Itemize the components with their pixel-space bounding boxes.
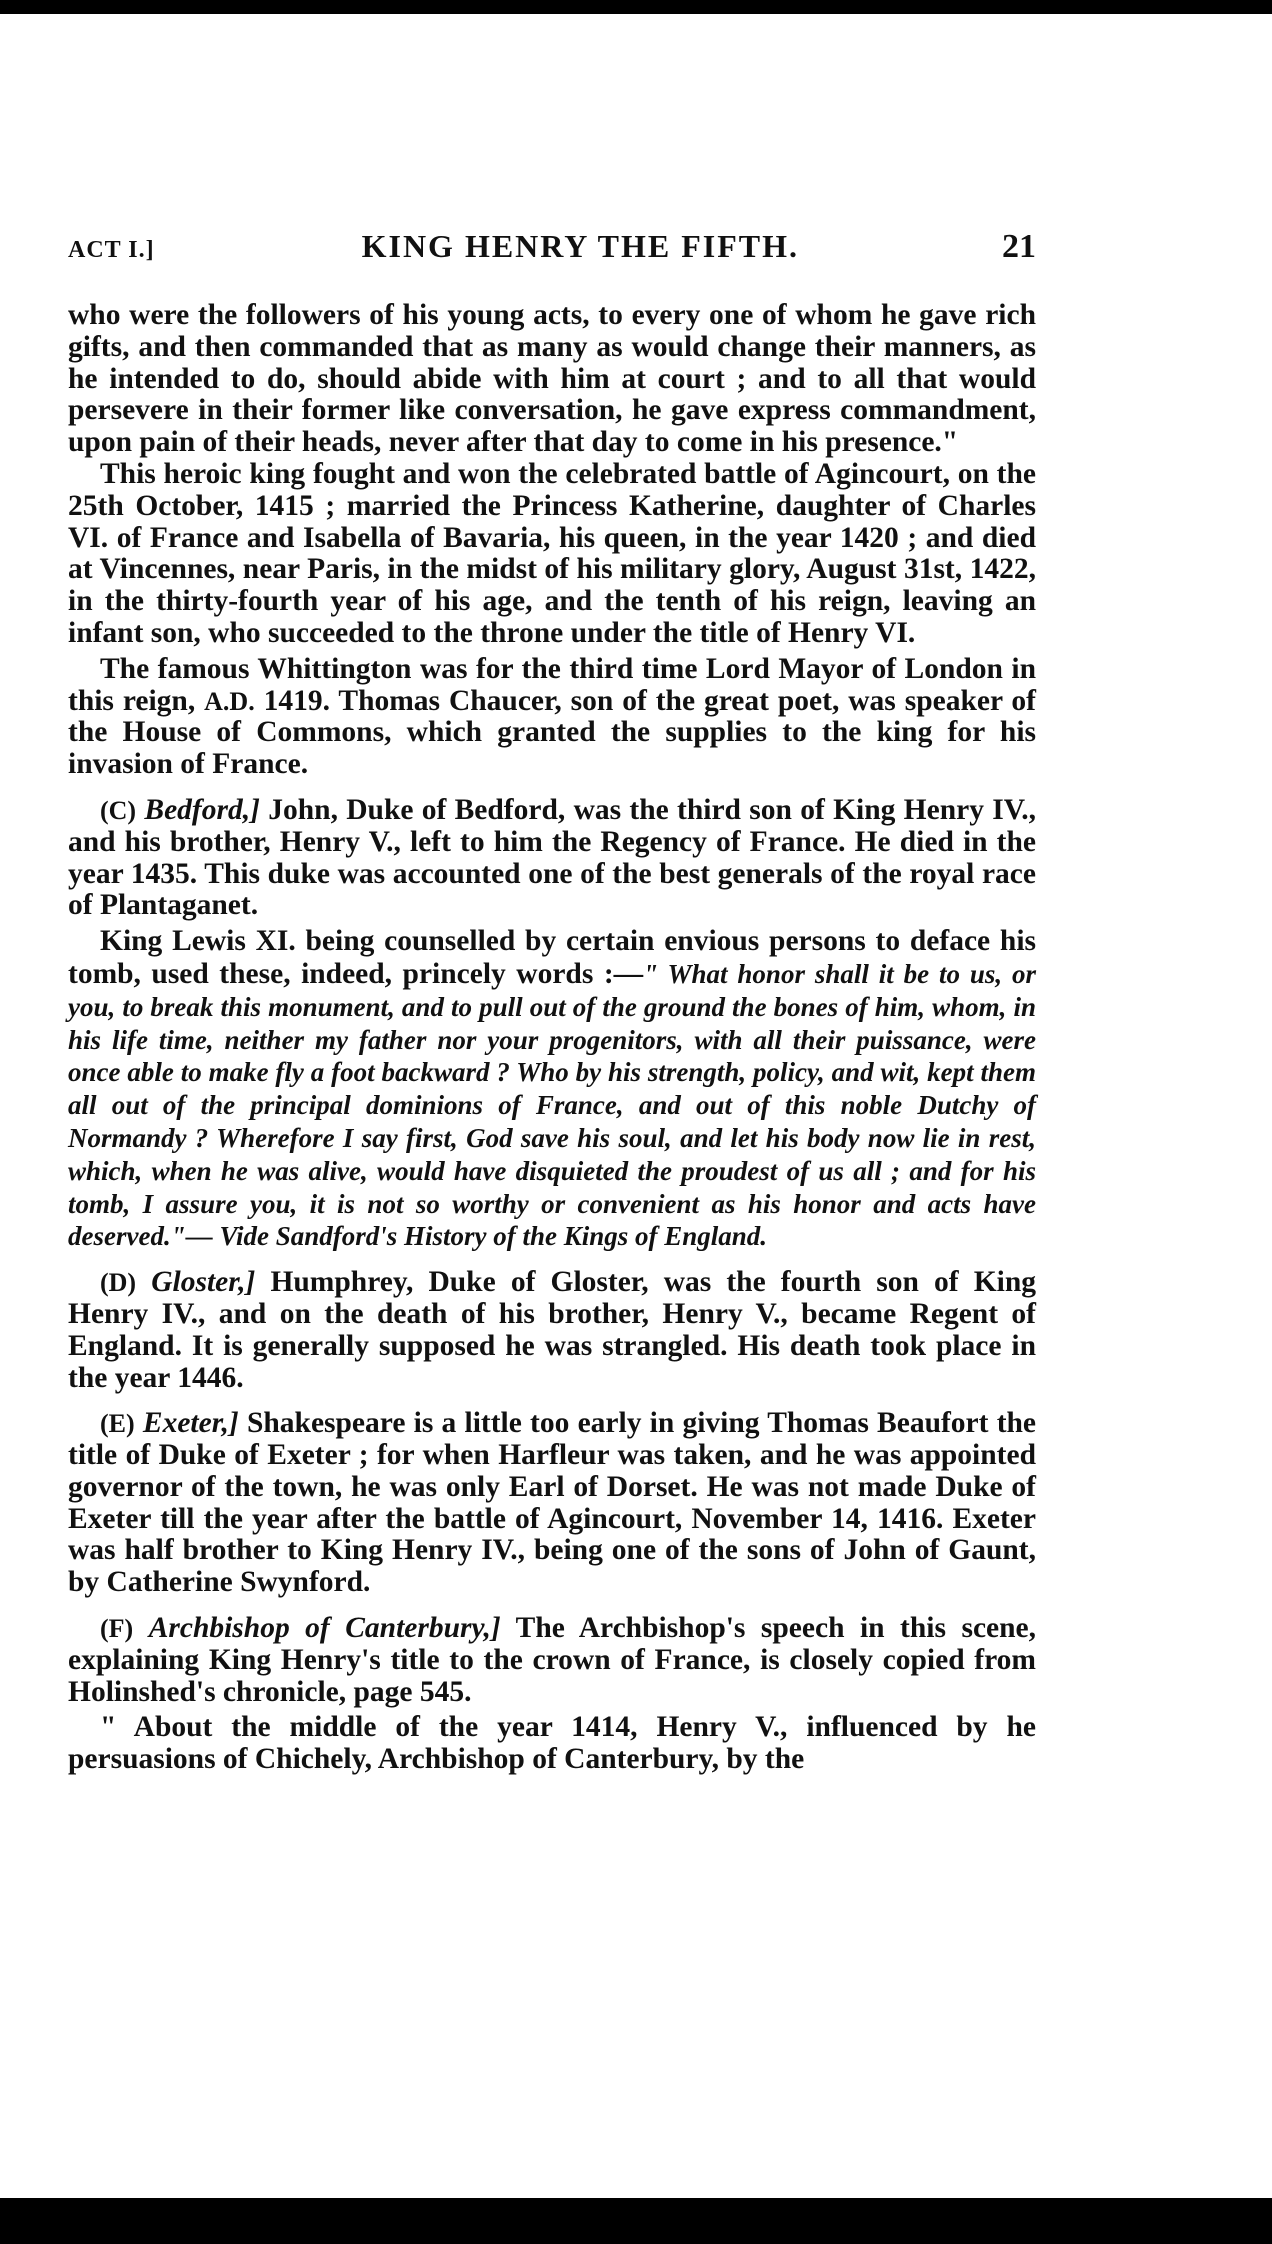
body-text bbox=[68, 300, 1036, 1776]
note-c bbox=[68, 795, 1036, 922]
whittington-text-b: 1419. Thomas Chaucer, son of the great poet, was speaker of the House of Commons, which granted the supplies to the king for his invasion of France. bbox=[68, 684, 1036, 781]
note-f bbox=[68, 1613, 1036, 1708]
act-label: ACT I.] bbox=[68, 237, 155, 263]
paragraph-lewis bbox=[68, 926, 1036, 1253]
scan-border-bottom bbox=[0, 2198, 1272, 2244]
paragraph-agincourt: This heroic king fought and won the celebrated battle of Agincourt, on the 25th October, 1415 ; married the Princess Katherine, daughter of Charles VI. of France and Isabella of Bavaria, his queen, in the year 1420 ; and died at Vincennes, near Paris, in the midst of his military glory, August 31st, 1422, in the thirty-fourth year of his age, and the tenth of his reign, leaving an infant son, who succeeded to the throne under the title of Henry VI. bbox=[68, 457, 1036, 649]
whittington-text-a: The famous Whittington was for the third time Lord Mayor of London in this reign, bbox=[68, 652, 1036, 717]
note-e-text: Shakespeare is a little too early in giving Thomas Beaufort the title of Duke of Exeter ; for when Harfleur was taken, and he was appointed governor of the town, he was only Earl of Dorset. He was not made Duke of Exeter till the year after the battle of Agincourt, November 14, 1416. Exeter was half brother to King Henry IV., being one of the sons of John of Gaunt, by Catherine Swynford. bbox=[68, 1407, 1037, 1599]
note-c-text: John, Duke of Bedford, was the third son of King Henry IV., and his brother, Henry V., left to him the Regency of France. He died in the year 1435. This duke was accounted one of the best generals of the royal race of Plantaganet. bbox=[68, 793, 1037, 922]
paragraph-holinshed-quote: " About the middle of the year 1414, Henry V., influenced by he persuasions of Chichely, Archbishop of Canterbury, by the bbox=[68, 1711, 1036, 1776]
note-e-head: Exeter,] bbox=[142, 1407, 239, 1440]
note-c-label: (C) bbox=[100, 795, 137, 825]
note-f-label: (F) bbox=[100, 1614, 134, 1644]
note-d-text: Humphrey, Duke of Gloster, was the fourth son of King Henry IV., and on the death of his brother, Henry V., became Regent of England. It is generally supposed he was strangled. His death took place in the year 1446. bbox=[68, 1266, 1037, 1394]
note-d bbox=[68, 1267, 1036, 1394]
paragraph-whittington bbox=[68, 654, 1036, 781]
note-e-label: (E) bbox=[100, 1409, 135, 1439]
page-number: 21 bbox=[1001, 228, 1036, 265]
note-f-head: Archbishop of Canterbury,] bbox=[148, 1612, 501, 1645]
lewis-quote: " What honor shall it be to us, or you, to break this monument, and to pull out of the ground the bones of him, whom, in his life time, neither my father nor your progenitors, with all their puissance, were once able to make fly a foot backward ? Who by his strength, policy, and wit, kept them all out of the principal dominions of France, and out of this noble Dutchy of Normandy ? Wherefore I say first, God save his soul, and let his body now lie in rest, which, when he was alive, would have disquieted the proudest of us all ; and for his tomb, I assure you, it is not so worthy or convenient as his honor and acts have deserved."— Vide Sandford's History of the Kings of England. bbox=[68, 958, 1036, 1252]
note-d-head: Gloster,] bbox=[151, 1266, 256, 1299]
scan-border-top bbox=[0, 0, 1272, 14]
running-head bbox=[68, 228, 1036, 276]
note-f-text: The Archbishop's speech in this scene, explaining King Henry's title to the crown of France, is closely copied from Holinshed's chronicle, page 545. bbox=[68, 1612, 1037, 1708]
note-c-head: Bedford,] bbox=[144, 793, 260, 826]
note-d-label: (D) bbox=[100, 1268, 137, 1298]
note-e bbox=[68, 1408, 1036, 1599]
ad-abbrev: A.D. bbox=[204, 686, 255, 716]
paragraph-continuation: who were the followers of his young acts, to every one of whom he gave rich gifts, and then commanded that as many as would change their manners, as he intended to do, should abide with him at court ; and to all that would persevere in their former like conversation, he gave express commandment, upon pain of their heads, never after that day to come in his presence." bbox=[68, 299, 1036, 459]
lewis-intro: King Lewis XI. being counselled by certain envious persons to deface his tomb, used these, indeed, princely words :— bbox=[68, 925, 1036, 990]
page-title: KING HENRY THE FIFTH. bbox=[361, 228, 799, 264]
book-page bbox=[68, 228, 1036, 1776]
